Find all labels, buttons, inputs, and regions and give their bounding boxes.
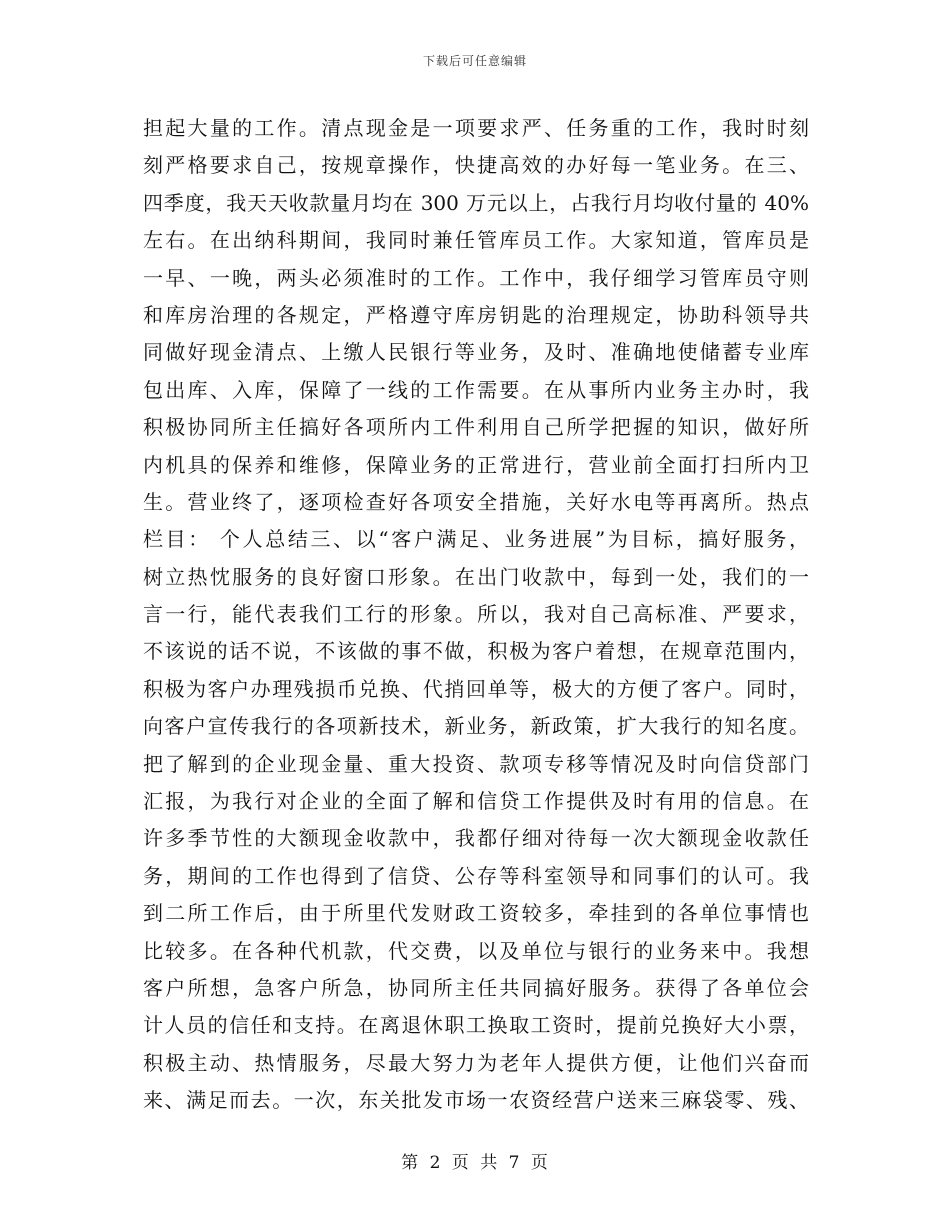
text-line: 和库房治理的各规定，严格遵守库房钥匙的治理规定，协助科领导共: [143, 302, 809, 327]
text-line: 包出库、入库，保障了一线的工作需要。在从事所内业务主办时，我: [143, 377, 809, 402]
text-line: 客户所想，急客户所急，协同所主任共同搞好服务。获得了各单位会: [143, 975, 809, 1000]
text-line: 务，期间的工作也得到了信贷、公存等科室领导和同事们的认可。我: [143, 863, 809, 888]
document-body: [143, 110, 809, 1120]
text-line: 不该说的话不说，不该做的事不做，积极为客户着想，在规章范围内，: [143, 639, 809, 664]
text-line: 计人员的信任和支持。在离退休职工换取工资时，提前兑换好大小票，: [143, 1013, 809, 1038]
text-line: 比较多。在各种代机款，代交费，以及单位与银行的业务来中。我想: [143, 938, 809, 963]
text-line: 担起大量的工作。清点现金是一项要求严、任务重的工作，我时时刻: [143, 116, 809, 140]
text-line: 同做好现金清点、上缴人民银行等业务，及时、准确地使储蓄专业库: [143, 340, 809, 365]
text-line: 积极主动、热情服务，尽最大努力为老年人提供方便，让他们兴奋而: [143, 1050, 809, 1075]
page-number-footer: 第 2 页 共 7 页: [401, 1153, 549, 1173]
text-line: 许多季节性的大额现金收款中，我都仔细对待每一次大额现金收款任: [143, 826, 809, 851]
text-line: 把了解到的企业现金量、重大投资、款项专移等情况及时向信贷部门: [143, 751, 809, 776]
text-line: 生。营业终了，逐项检查好各项安全措施，关好水电等再离所。热点: [143, 489, 809, 514]
text-line: 来、满足而去。一次，东关批发市场一农资经营户送来三麻袋零、残、: [143, 1088, 809, 1113]
text-line: 栏目： 个人总结三、以“客户满足、业务进展”为目标，搞好服务，: [143, 527, 809, 552]
text-line: 汇报，为我行对企业的全面了解和信贷工作提供及时有用的信息。在: [143, 789, 809, 814]
text-line: 树立热忱服务的良好窗口形象。在出门收款中，每到一处，我们的一: [143, 564, 809, 589]
text-line: 积极为客户办理残损币兑换、代捎回单等，极大的方便了客户。同时，: [143, 676, 809, 701]
text-line: 内机具的保养和维修，保障业务的正常进行，营业前全面打扫所内卫: [143, 452, 809, 477]
text-line: 刻严格要求自己，按规章操作，快捷高效的办好每一笔业务。在三、: [143, 153, 809, 178]
page-header: 下载后可任意编辑: [422, 54, 527, 68]
text-line: 言一行，能代表我们工行的形象。所以，我对自己高标准、严要求，: [143, 602, 809, 627]
text-line: 积极协同所主任搞好各项所内工件利用自己所学把握的知识，做好所: [143, 415, 809, 440]
text-line: 四季度，我天天收款量月均在 300 万元以上，占我行月均收付量的 40%: [143, 190, 809, 215]
text-line: 左右。在出纳科期间，我同时兼任管库员工作。大家知道，管库员是: [143, 228, 809, 253]
text-line: 向客户宣传我行的各项新技术，新业务，新政策，扩大我行的知名度。: [143, 714, 809, 739]
text-line: 到二所工作后，由于所里代发财政工资较多，牵挂到的各单位事情也: [143, 901, 809, 926]
text-line: 一早、一晚，两头必须准时的工作。工作中，我仔细学习管库员守则: [143, 265, 809, 290]
